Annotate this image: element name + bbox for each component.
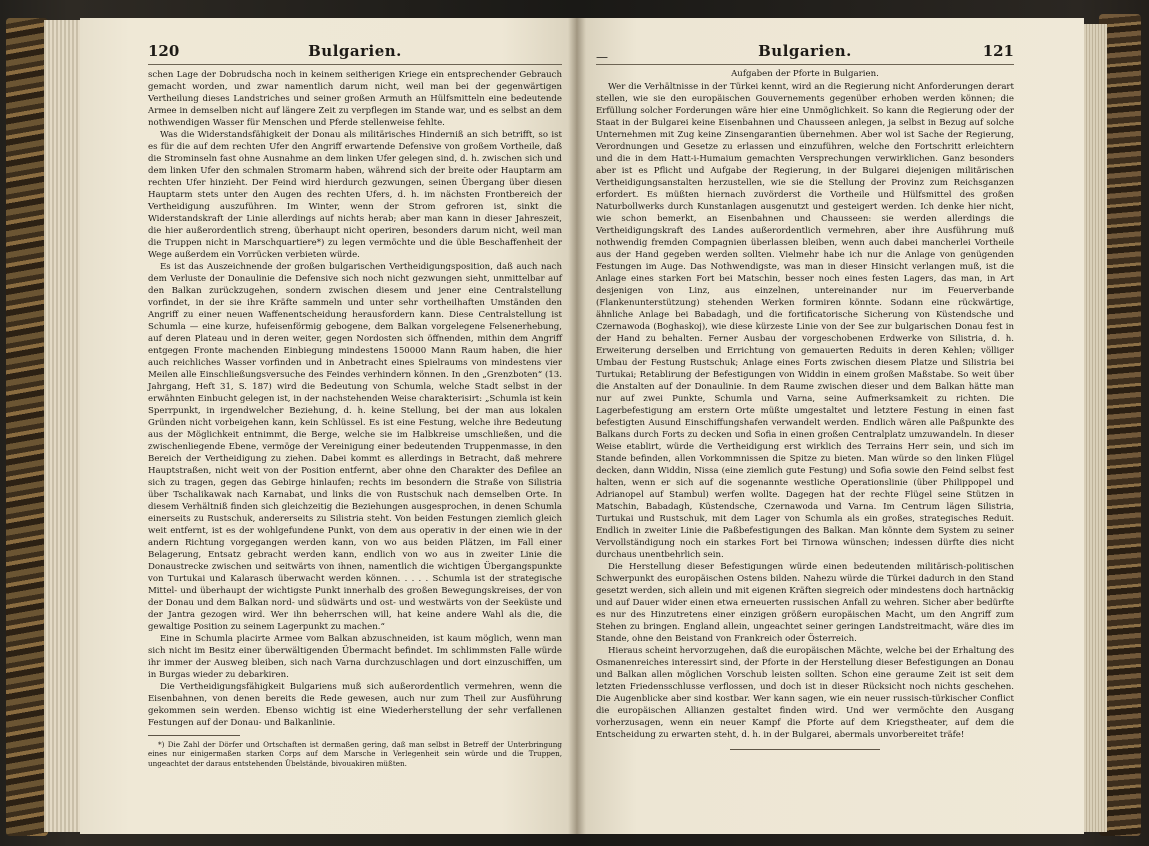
paragraph: Eine in Schumla placirte Armee vom Balkan abzuschneiden, ist kaum möglich, wenn man sich nicht im Besitz einer überwältigenden Übermacht befindet. Im schlimmsten Falle würde ihr immer der Ausweg bleiben, sich nach Varna durchzuschlagen und dort einzuschiffen, um in Burgas wieder zu debarkiren. (148, 634, 562, 680)
left-page (80, 18, 576, 834)
right-page-body (596, 81, 1014, 741)
header-dash: — (596, 50, 608, 64)
left-page-number: 120 (148, 42, 180, 60)
right-page-edges (1081, 24, 1107, 832)
left-book-cover (6, 18, 48, 836)
paragraph: Die Herstellung dieser Befestigungen würde einen bedeutenden militärisch-politischen Schwerpunkt des europäischen Ostens bilden. Nahezu würde die Türkei dadurch in den Stand gesetzt werden, sich allein und mit eigenen Kräften siegreich oder mindestens doch hartnäckig und auf Dauer wider einen etwa erneuerten russischen Anfall zu wehren. Sicher aber bedürfte es nur des Hinzutretens einer einzigen größern europäischen Macht, um den Angriff zum Stehen zu bringen. England allein, ungeachtet seiner geringen Landstreitmacht, wäre dies im Stande, ohne den Beistand von Frankreich oder Österreich. (596, 562, 1014, 644)
paragraph: Hieraus scheint hervorzugehen, daß die europäischen Mächte, welche bei der Erhaltung des Osmanenreiches interessirt sind, der Pforte in der Herstellung dieser Befestigungen an Donau und Balkan allen möglichen Vorschub leisten sollten. Schon eine geraume Zeit ist seit dem letzten Friedensschlusse verflossen, und doch ist in dieser Rücksicht noch nichts geschehen. Die Augenblicke aber sind kostbar. Wer kann sagen, wie ein neuer russisch-türkischer Conflict die europäischen Allianzen gestaltet finden wird. Und wer vermöchte den Ausgang vorherzusagen, wenn ein neuer Kampf die Pforte auf dem Kriegstheater, auf dem die Entscheidung zu erwarten steht, d. h. in der Bulgarei, abermals unvorbereitet träfe! (596, 646, 1014, 740)
right-page-number: 121 (982, 42, 1014, 60)
book-gutter (568, 18, 586, 834)
paragraph: Die Vertheidigungsfähigkeit Bulgariens muß sich außerordentlich vermehren, wenn die Eisenbahnen, von denen bereits die Rede gewesen, auch nur zum Theil zur Ausführung gekommen sein werden. Ebenso wichtig ist eine Wiederherstellung der sehr verfallenen Festungen auf der Donau- und Balkanlinie. (148, 682, 562, 728)
paragraph: schen Lage der Dobrudscha noch in keinem seitherigen Kriege ein entsprechender Gebrauch gemacht worden, und zwar namentlich darum nicht, weil man bei der gegenwärtigen Vertheilung dieses Landstriches und seiner großen Armuth an Hülfsmitteln eine bedeutende Armee in demselben nicht auf längere Zeit zu verpflegen im Stande war, und es selbst an dem nothwendigen Wasser für Menschen und Pferde stellenweise fehlte. (148, 70, 562, 128)
footnote: *) Die Zahl der Dörfer und Ortschaften ist dermaßen gering, daß man selbst in Betreff der Unterbringung eines nur einigermaßen starken Corps auf dem Marsche in Verlegenheit sein würde und die Truppen, ungeachtet der daraus entstehenden Übelstände, bivouakiren müßten. (148, 740, 562, 768)
right-running-head: Bulgarien. (758, 42, 852, 60)
left-page-header (148, 42, 562, 65)
left-page-edges (44, 20, 84, 832)
footnote-rule (148, 735, 240, 736)
paragraph: Es ist das Auszeichnende der großen bulgarischen Vertheidigungsposition, daß auch nach dem Verluste der Donaulinie die Defensive sich noch nicht gezwungen sieht, unmittelbar auf den Balkan zurückzugehen, sondern zwischen diesem und jener eine Centralstellung vorfindet, in der sie ihre Kräfte sammeln und unter sehr vortheilhaften Umständen den Angriff zu einer neuen Waffenentscheidung herausfordern kann. Diese Centralstellung ist Schumla — eine kurze, hufeisenförmig gebogene, dem Balkan vorgelegene Felsenerhebung, auf deren Plateau und in deren weiter, gegen Nordosten sich öffnenden, mithin dem Angriff entgegen Fronte machenden Einbiegung mindestens 150000 Mann Raum haben, die hier auch reichliches Wasser vorfinden und in Anbetracht eines Spielraums von mindestens vier Meilen alle Einschließungsversuche des Feindes verhindern können. In den „Grenzboten“ (13. Jahrgang, Heft 31, S. 187) wird die Bedeutung von Schumla, welche Stadt selbst in der erwähnten Einbucht gelegen ist, in der nachstehenden Weise charakterisirt: „Schumla ist kein Sperrpunkt, in irgendwelcher Beziehung, d. h. keine Stellung, bei der man aus lokalen Gründen nicht vorbeigehen kann, kein Schlüssel. Es ist eine Festung, welche ihre Bedeutung aus der Möglichkeit entnimmt, die Berge, welche sie im Halbkreise umschließen, und die zwischenliegende Ebene, vermöge der Vereinigung einer bedeutenden Truppenmasse, in den Bereich der Vertheidigung zu ziehen. Dabei kommt es allerdings in Betracht, daß mehrere Hauptstraßen, nicht weit von der Position entfernt, aber ohne den Charakter des Defilee an sich zu tragen, gegen das Gebirge hinlaufen; rechts im besondern die Straße von Silistria über Tschalikawak nach Karnabat, und links die von Rustschuk nach demselben Orte. In diesem Verhältniß finden sich gleichzeitig die Beziehungen ausgesprochen, in denen Schumla einerseits zu Rustschuk, andererseits zu Silistria steht. Von beiden Festungen ziemlich gleich weit entfernt, ist es der wohlgefundene Punkt, von dem aus operativ in der einen wie in der andern Richtung vorgegangen werden kann, von wo aus beiden Plätzen, im Fall einer Belagerung, Entsatz gebracht werden kann, endlich von wo aus in zweiter Linie die Donaustrecke zwischen und seitwärts von ihnen, namentlich die wichtigen Übergangspunkte von Turtukai und Kalarasch überwacht werden können. . . . . Schumla ist der strategische Mittel- und überhaupt der wichtigste Punkt innerhalb des großen Bewegungskreises, der von der Donau und dem Balkan nord- und südwärts und ost- und westwärts von der Seeküste und der Jantra gezogen wird. Wer ihn beherrschen will, hat keine andere Wahl als die, die gewaltige Position zu seinem Lagerpunkt zu machen.“ (148, 262, 562, 632)
right-page (576, 18, 1084, 834)
closing-rule (730, 749, 880, 750)
paragraph: Wer die Verhältnisse in der Türkei kennt, wird an die Regierung nicht Anforderungen derart stellen, wie sie den europäischen Gouvernements gegenüber erhoben werden können; die Erfüllung solcher Forderungen wäre hier eine Unmöglichkeit. So kann die Regierung oder der Staat in der Bulgarei keine Eisenbahnen und Chausseen anlegen, ja selbst in Bezug auf solche Unternehmen mit Zug keine Zinsengarantien übernehmen. Aber wol ist Sache der Regierung, Verordnungen und Gesetze zu erlassen und einzuführen, welche den Fortschritt erleichtern und die in dem Hatt-i-Humaium gemachten Versprechungen verwirklichen. Ganz besonders aber ist es Pflicht und Aufgabe der Regierung, in der Bulgarei diejenigen militärischen Vertheidigungsanstalten herzustellen, wie sie die Stellung der Provinz zum Reichsganzen erfordert. Es müßten hiernach zuvörderst die Vortheile und Hülfsmittel des großen Naturbollwerks durch Kunstanlagen ausgenutzt und gesteigert werden. Ich denke hier nicht, wie schon bemerkt, an Eisenbahnen und Chausseen: sie werden allerdings die Vertheidigungskraft des Landes außerordentlich vermehren, aber ihre Ausführung muß nothwendig fremden Compagnien überlassen bleiben, wenn auch dabei mancherlei Vortheile aus der Hand gegeben werden sollten. Vielmehr habe ich nur die Anlage von genügenden Festungen im Auge. Das Nothwendigste, was man in dieser Hinsicht verlangen muß, ist die Anlage eines starken Fort bei Matschin, besser noch eines festen Lagers, das man, in Art desjenigen von Linz, aus einzelnen, untereinander nur im Feuerverbande (Flankenunterstützung) stehenden Werken formiren könnte. Sodann eine rückwärtige, ähnliche Anlage bei Babadagh, und die fortificatorische Sicherung von Küstendsche und Czernawoda (Boghaskoj), wie diese kürzeste Linie von der See zur bulgarischen Donau fest in der Hand zu behalten. Ferner Ausbau der vorgeschobenen Erdwerke von Silistria, d. h. Erweiterung derselben und Errichtung von gemauerten Reduits in deren Kehlen; völliger Umbau der Festung Rustschuk; Anlage eines Forts zwischen diesem Platze und Silistria bei Turtukai; Retablirung der Befestigungen von Widdin in einem großen Maßstabe. So weit über die Anstalten auf der Donaulinie. In dem Raume zwischen dieser und dem Balkan hätte man nur auf zwei Punkte, Schumla und Varna, seine Aufmerksamkeit zu richten. Die Lagerbefestigung am erstern Orte müßte umgestaltet und letztere Festung in einen fast befestigten Ausund Einschiffungshafen verwandelt werden. Endlich wären alle Paßpunkte des Balkans durch Forts zu decken und Sofia in einen großen Centralplatz umzuwandeln. In dieser Weise etablirt, würde die Vertheidigung erst wirklich des Terrains Herr sein, und sich im Stande befinden, allen Vorkommnissen die Spitze zu bieten. Man würde so den linken Flügel decken, dann Widdin, Nissa (eine ziemlich gute Festung) und Sofia sowie den Feind selbst fest halten, wenn er sich auf die sogenannte westliche Operationslinie (über Philippopel und Adrianopel auf Stambul) werfen wollte. Dagegen hat der rechte Flügel seine Stützen in Matschin, Babadagh, Küstendsche, Czernawoda und Varna. Im Centrum lägen Silistria, Turtukai und Rustschuk, mit dem Lager von Schumla als ein großes, strategisches Reduit. Endlich in zweiter Linie die Paßbefestigungen des Balkan. Man könnte dem System zu seiner Vervollständigung noch ein starkes Fort bei Tirnowa wünschen; indessen dürfte dies nicht durchaus unentbehrlich sein. (596, 82, 1014, 560)
left-running-head: Bulgarien. (308, 42, 402, 60)
right-page-header (596, 42, 1014, 65)
paragraph: Was die Widerstandsfähigkeit der Donau als militärisches Hinderniß an sich betrifft, so ist es für die auf dem rechten Ufer den Angriff erwartende Defensive von großem Vortheile, daß die Strominseln fast ohne Ausnahme an dem linken Ufer gelegen sind, d. h. zwischen sich und dem linken Ufer den schmalen Stromarm haben, während sich der breite oder Hauptarm am rechten Ufer hinzieht. Der Feind wird hierdurch gezwungen, seinen Übergang über diesen Hauptarm stets unter den Augen des rechten Ufers, d. h. im nächsten Frontbereich der Vertheidigung auszuführen. Im Winter, wenn der Strom gefroren ist, sinkt die Widerstandskraft der Linie allerdings auf nichts herab; aber man kann in dieser Jahreszeit, die hier außerordentlich streng, überhaupt nicht operiren, besonders darum nicht, weil man die Truppen nicht in Marschquartiere*) zu legen vermöchte und die üble Beschaffenheit der Wege außerdem ein Vorrücken verbieten würde. (148, 130, 562, 260)
section-subheading: Aufgaben der Pforte in Bulgarien. (731, 69, 879, 79)
left-page-body (148, 69, 562, 729)
